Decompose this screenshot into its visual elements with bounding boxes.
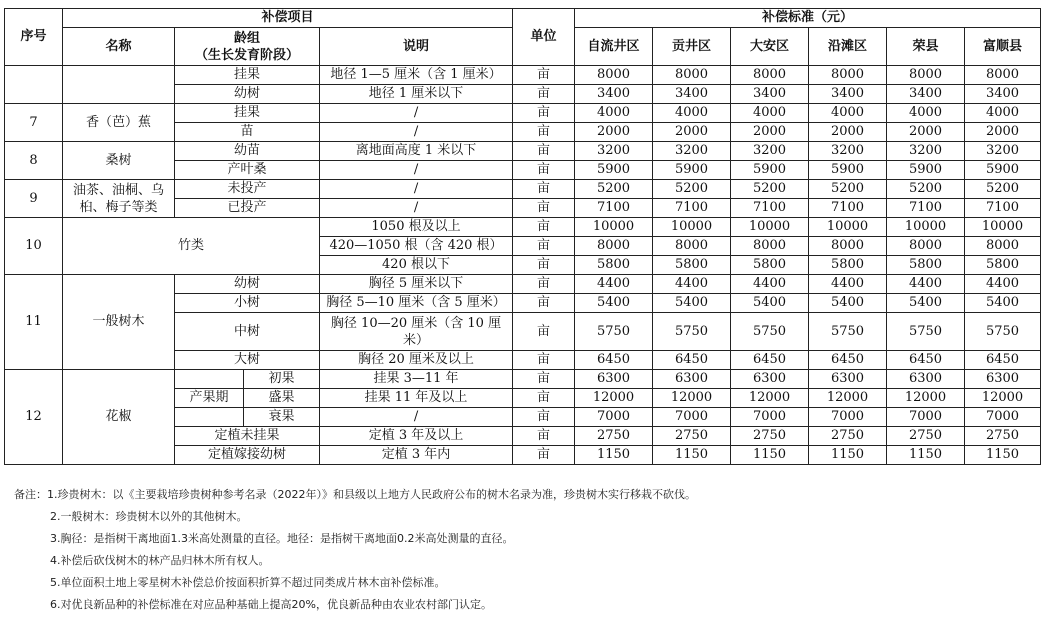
note-line: 3.胸径：是指树干离地面1.3米高处测量的直径。地径：是指树干离地面0.2米高处测量的直径。 — [50, 532, 514, 545]
cell-value: 6300 — [653, 370, 731, 389]
cell-value: 5750 — [887, 313, 965, 351]
cell-age — [175, 408, 320, 427]
header-region: 自流井区 — [575, 28, 653, 66]
cell-value: 5750 — [731, 313, 809, 351]
cell-desc: / — [320, 161, 513, 180]
table-row — [5, 66, 1041, 85]
cell-age: 小树 — [175, 294, 320, 313]
cell-value: 7000 — [575, 408, 653, 427]
cell-value: 4000 — [653, 104, 731, 123]
cell-value: 5400 — [731, 294, 809, 313]
cell-age-sub: 衰果 — [243, 408, 319, 426]
cell-value: 6300 — [575, 370, 653, 389]
cell-desc: 胸径 20 厘米及以上 — [320, 351, 513, 370]
cell-value: 7000 — [965, 408, 1041, 427]
cell-value: 4000 — [575, 104, 653, 123]
cell-value: 2750 — [731, 427, 809, 446]
cell-value: 2750 — [809, 427, 887, 446]
cell-value: 5900 — [575, 161, 653, 180]
cell-value: 10000 — [653, 218, 731, 237]
header-standard-group: 补偿标准（元） — [575, 9, 1041, 28]
cell-age — [175, 389, 320, 408]
cell-value: 5200 — [809, 180, 887, 199]
header-seq: 序号 — [5, 9, 63, 66]
cell-value: 4400 — [965, 275, 1041, 294]
cell-unit: 亩 — [513, 275, 575, 294]
cell-value: 3400 — [965, 85, 1041, 104]
cell-value: 12000 — [887, 389, 965, 408]
header-desc: 说明 — [320, 28, 513, 66]
cell-value: 5800 — [731, 256, 809, 275]
cell-value: 4000 — [887, 104, 965, 123]
notes — [14, 486, 696, 618]
cell-unit: 亩 — [513, 237, 575, 256]
cell-value: 8000 — [653, 237, 731, 256]
cell-value: 3200 — [809, 142, 887, 161]
cell-value: 10000 — [731, 218, 809, 237]
cell-value: 6450 — [809, 351, 887, 370]
table-row — [5, 180, 1041, 199]
cell-value: 5900 — [887, 161, 965, 180]
cell-desc: 挂果 11 年及以上 — [320, 389, 513, 408]
age-split — [175, 370, 319, 388]
cell-unit: 亩 — [513, 427, 575, 446]
cell-value: 5400 — [965, 294, 1041, 313]
cell-seq: 10 — [5, 218, 63, 275]
cell-name: 香（芭）蕉 — [63, 104, 175, 142]
cell-value: 3200 — [887, 142, 965, 161]
cell-value: 2750 — [653, 427, 731, 446]
age-split — [175, 408, 319, 426]
cell-value: 4000 — [809, 104, 887, 123]
cell-value: 8000 — [887, 237, 965, 256]
cell-value: 6450 — [731, 351, 809, 370]
cell-unit: 亩 — [513, 218, 575, 237]
cell-desc: 胸径 5—10 厘米（含 5 厘米） — [320, 294, 513, 313]
cell-desc: / — [320, 104, 513, 123]
cell-value: 5900 — [653, 161, 731, 180]
cell-desc: / — [320, 199, 513, 218]
cell-value: 2750 — [887, 427, 965, 446]
header-region: 贡井区 — [653, 28, 731, 66]
note-line: 5.单位面积土地上零星树木补偿总价按面积折算不超过同类成片林木亩补偿标准。 — [50, 576, 446, 589]
cell-value: 10000 — [965, 218, 1041, 237]
cell-value: 6300 — [731, 370, 809, 389]
cell-value: 4000 — [965, 104, 1041, 123]
cell-age: 定植未挂果 — [175, 427, 320, 446]
cell-value: 5200 — [965, 180, 1041, 199]
cell-desc: 定植 3 年内 — [320, 446, 513, 465]
cell-value: 5800 — [965, 256, 1041, 275]
cell-value: 8000 — [575, 237, 653, 256]
cell-value: 8000 — [731, 66, 809, 85]
cell-name — [63, 66, 175, 104]
cell-name: 花椒 — [63, 370, 175, 465]
cell-value: 1150 — [653, 446, 731, 465]
cell-value: 8000 — [887, 66, 965, 85]
header-region: 荣县 — [887, 28, 965, 66]
cell-seq: 9 — [5, 180, 63, 218]
cell-value: 6300 — [809, 370, 887, 389]
cell-desc: 离地面高度 1 米以下 — [320, 142, 513, 161]
header-age-group: 龄组 （生长发育阶段） — [175, 28, 320, 66]
cell-value: 4400 — [575, 275, 653, 294]
cell-value: 2000 — [965, 123, 1041, 142]
cell-value: 7000 — [887, 408, 965, 427]
cell-value: 6450 — [575, 351, 653, 370]
cell-value: 5800 — [887, 256, 965, 275]
cell-value: 5200 — [731, 180, 809, 199]
cell-unit: 亩 — [513, 85, 575, 104]
cell-desc: 胸径 10—20 厘米（含 10 厘米） — [320, 313, 513, 351]
cell-age: 大树 — [175, 351, 320, 370]
cell-stage-placeholder — [175, 370, 243, 388]
cell-desc: 挂果 3—11 年 — [320, 370, 513, 389]
cell-value: 4400 — [653, 275, 731, 294]
cell-age: 未投产 — [175, 180, 320, 199]
cell-unit: 亩 — [513, 123, 575, 142]
cell-value: 7100 — [809, 199, 887, 218]
cell-unit: 亩 — [513, 104, 575, 123]
cell-value: 5200 — [653, 180, 731, 199]
cell-desc: / — [320, 123, 513, 142]
cell-value: 6450 — [965, 351, 1041, 370]
cell-age: 幼树 — [175, 275, 320, 294]
cell-value: 6300 — [965, 370, 1041, 389]
cell-unit: 亩 — [513, 142, 575, 161]
cell-value: 5900 — [731, 161, 809, 180]
table-row — [5, 142, 1041, 161]
note-line: 备注：1.珍贵树木：以《主要栽培珍贵树种参考名录（2022年）》和县级以上地方人民政府公布的树木名录为准，珍贵树木实行移栽不砍伐。 — [14, 488, 696, 501]
cell-value: 5400 — [653, 294, 731, 313]
cell-seq: 7 — [5, 104, 63, 142]
cell-value: 7100 — [887, 199, 965, 218]
note-line: 4.补偿后砍伐树木的林产品归林木所有权人。 — [50, 554, 270, 567]
cell-value: 7100 — [965, 199, 1041, 218]
cell-unit: 亩 — [513, 294, 575, 313]
cell-value: 2750 — [965, 427, 1041, 446]
cell-unit: 亩 — [513, 256, 575, 275]
cell-value: 8000 — [809, 66, 887, 85]
cell-unit: 亩 — [513, 66, 575, 85]
cell-age — [175, 370, 320, 389]
cell-value: 5750 — [575, 313, 653, 351]
cell-value: 3200 — [965, 142, 1041, 161]
cell-unit: 亩 — [513, 199, 575, 218]
cell-value: 4000 — [731, 104, 809, 123]
cell-value: 5750 — [965, 313, 1041, 351]
cell-value: 6450 — [887, 351, 965, 370]
table-row — [5, 275, 1041, 294]
cell-value: 5200 — [887, 180, 965, 199]
header-region: 大安区 — [731, 28, 809, 66]
table-row — [5, 218, 1041, 237]
cell-desc: / — [320, 180, 513, 199]
cell-value: 5200 — [575, 180, 653, 199]
cell-value: 4400 — [731, 275, 809, 294]
header-region: 富顺县 — [965, 28, 1041, 66]
cell-value: 12000 — [965, 389, 1041, 408]
cell-seq: 8 — [5, 142, 63, 180]
cell-unit: 亩 — [513, 446, 575, 465]
cell-value: 3400 — [575, 85, 653, 104]
cell-age: 挂果 — [175, 66, 320, 85]
header-name: 名称 — [63, 28, 175, 66]
cell-age: 幼树 — [175, 85, 320, 104]
cell-value: 5900 — [809, 161, 887, 180]
cell-age: 苗 — [175, 123, 320, 142]
cell-value: 8000 — [731, 237, 809, 256]
cell-value: 5800 — [575, 256, 653, 275]
cell-value: 7000 — [653, 408, 731, 427]
cell-age: 产叶桑 — [175, 161, 320, 180]
cell-value: 3400 — [653, 85, 731, 104]
cell-value: 2750 — [575, 427, 653, 446]
cell-value: 1150 — [575, 446, 653, 465]
cell-value: 8000 — [653, 66, 731, 85]
cell-value: 1150 — [731, 446, 809, 465]
cell-value: 5750 — [653, 313, 731, 351]
cell-value: 5800 — [653, 256, 731, 275]
cell-stage-placeholder — [175, 408, 243, 426]
header-item-group: 补偿项目 — [63, 9, 513, 28]
cell-value: 5400 — [575, 294, 653, 313]
cell-age: 定植嫁接幼树 — [175, 446, 320, 465]
cell-unit: 亩 — [513, 351, 575, 370]
cell-value: 7100 — [653, 199, 731, 218]
cell-name: 油茶、油桐、乌桕、梅子等类 — [63, 180, 175, 218]
cell-value: 7000 — [731, 408, 809, 427]
cell-unit: 亩 — [513, 180, 575, 199]
cell-seq: 11 — [5, 275, 63, 370]
cell-desc: / — [320, 408, 513, 427]
cell-desc: 胸径 5 厘米以下 — [320, 275, 513, 294]
cell-value: 5800 — [809, 256, 887, 275]
age-split — [175, 389, 319, 407]
cell-name: 竹类 — [63, 218, 320, 275]
cell-name: 桑树 — [63, 142, 175, 180]
cell-value: 7000 — [809, 408, 887, 427]
cell-value: 10000 — [809, 218, 887, 237]
cell-value: 8000 — [965, 66, 1041, 85]
cell-value: 1150 — [965, 446, 1041, 465]
cell-value: 3200 — [653, 142, 731, 161]
table-row — [5, 104, 1041, 123]
cell-value: 2000 — [731, 123, 809, 142]
cell-value: 2000 — [575, 123, 653, 142]
cell-unit: 亩 — [513, 313, 575, 351]
compensation-table — [4, 8, 1041, 465]
cell-desc: 地径 1—5 厘米（含 1 厘米） — [320, 66, 513, 85]
cell-value: 5750 — [809, 313, 887, 351]
note-line: 6.对优良新品种的补偿标准在对应品种基础上提高20%，优良新品种由农业农村部门认定。 — [50, 598, 492, 611]
cell-value: 3400 — [731, 85, 809, 104]
cell-value: 5400 — [887, 294, 965, 313]
cell-age-sub: 盛果 — [243, 389, 319, 407]
cell-value: 8000 — [809, 237, 887, 256]
note-line: 2.一般树木：珍贵树木以外的其他树木。 — [50, 510, 248, 523]
cell-unit: 亩 — [513, 370, 575, 389]
cell-desc: 地径 1 厘米以下 — [320, 85, 513, 104]
cell-desc: 1050 根及以上 — [320, 218, 513, 237]
cell-value: 2000 — [653, 123, 731, 142]
cell-age: 已投产 — [175, 199, 320, 218]
cell-age-sub: 初果 — [243, 370, 319, 388]
cell-value: 12000 — [731, 389, 809, 408]
cell-value: 12000 — [809, 389, 887, 408]
cell-seq: 12 — [5, 370, 63, 465]
cell-age: 挂果 — [175, 104, 320, 123]
cell-value: 12000 — [575, 389, 653, 408]
cell-name: 一般树木 — [63, 275, 175, 370]
cell-stage: 产果期 — [189, 390, 229, 405]
cell-value: 2000 — [887, 123, 965, 142]
cell-value: 6300 — [887, 370, 965, 389]
cell-value: 10000 — [887, 218, 965, 237]
header-region: 沿滩区 — [809, 28, 887, 66]
cell-desc: 420 根以下 — [320, 256, 513, 275]
cell-unit: 亩 — [513, 408, 575, 427]
cell-desc: 420—1050 根（含 420 根） — [320, 237, 513, 256]
cell-value: 3200 — [575, 142, 653, 161]
cell-value: 3400 — [887, 85, 965, 104]
cell-value: 8000 — [575, 66, 653, 85]
cell-value: 3200 — [731, 142, 809, 161]
cell-value: 5900 — [965, 161, 1041, 180]
cell-value: 1150 — [809, 446, 887, 465]
cell-value: 3400 — [809, 85, 887, 104]
cell-seq — [5, 66, 63, 104]
cell-value: 5400 — [809, 294, 887, 313]
table-row — [5, 370, 1041, 389]
cell-age: 中树 — [175, 313, 320, 351]
cell-value: 6450 — [653, 351, 731, 370]
cell-value: 8000 — [965, 237, 1041, 256]
cell-value: 1150 — [887, 446, 965, 465]
cell-unit: 亩 — [513, 161, 575, 180]
cell-value: 7100 — [731, 199, 809, 218]
cell-age: 幼苗 — [175, 142, 320, 161]
header-unit: 单位 — [513, 9, 575, 66]
cell-value: 12000 — [653, 389, 731, 408]
cell-desc: 定植 3 年及以上 — [320, 427, 513, 446]
cell-value: 10000 — [575, 218, 653, 237]
cell-value: 2000 — [809, 123, 887, 142]
cell-unit: 亩 — [513, 389, 575, 408]
cell-value: 4400 — [809, 275, 887, 294]
cell-value: 7100 — [575, 199, 653, 218]
cell-value: 4400 — [887, 275, 965, 294]
